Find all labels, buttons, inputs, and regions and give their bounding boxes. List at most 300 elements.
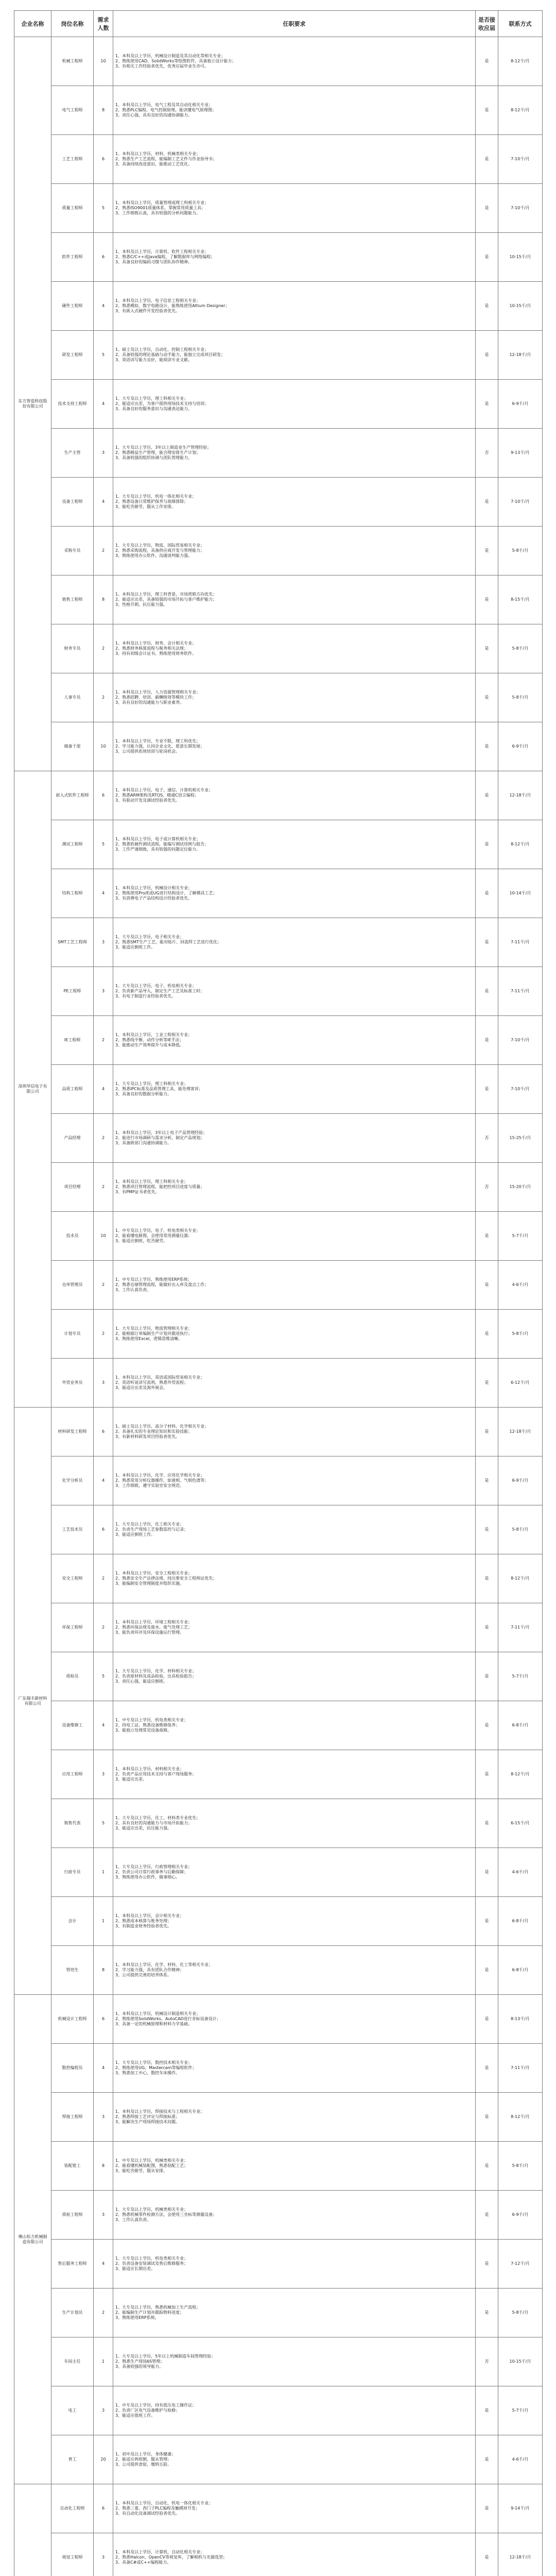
table-row xyxy=(14,2044,543,2093)
position-cell: 工艺技术员 xyxy=(51,1505,94,1554)
requirements-cell: 1、本科及以上学历，理工科背景，市场营销方向优先； 2、能适应出差，具备较强的市场开拓与客户维护能力； 3、性格开朗，抗压能力强。 xyxy=(113,575,476,624)
salary-cell: 6-9千/月 xyxy=(498,722,543,771)
salary-cell: 4-6千/月 xyxy=(498,1261,543,1310)
salary-cell: 5-7千/月 xyxy=(498,2386,543,2435)
salary-cell: 6-8千/月 xyxy=(498,1946,543,1995)
requirements-cell: 1、大专及以上学历，3年以上制造业生产管理经验； 2、熟悉精益生产管理，能合理安排生产计划； 3、具备较强的组织协调与团队管理能力。 xyxy=(113,429,476,478)
position-cell: 车间主任 xyxy=(51,2337,94,2386)
salary-cell: 7-10千/月 xyxy=(498,1016,543,1065)
position-cell: 技术支持工程师 xyxy=(51,380,94,429)
fresh-graduate-cell: 是 xyxy=(476,2435,498,2484)
requirements-cell: 1、硕士及以上学历，自动化、控制工程相关专业； 2、具备较强的理论基础与动手能力，能独立完成项目研发； 3、英语读写能力良好，能阅读专业文献。 xyxy=(113,331,476,380)
fresh-graduate-cell: 是 xyxy=(476,1016,498,1065)
position-cell: 人事专员 xyxy=(51,673,94,722)
requirements-cell: 1、本科及以上学历，机械设计相关专业； 2、熟练使用Pro/E或UG进行结构设计，了解模具工艺； 3、有消费电子产品结构设计经验者优先。 xyxy=(113,869,476,918)
position-cell: 生产计划员 xyxy=(51,2289,94,2337)
fresh-graduate-cell: 是 xyxy=(476,1701,498,1750)
salary-cell: 6-12千/月 xyxy=(498,1359,543,1408)
fresh-graduate-cell: 否 xyxy=(476,1114,498,1163)
table-row xyxy=(14,624,543,673)
fresh-graduate-cell: 是 xyxy=(476,869,498,918)
position-cell: 工艺工程师 xyxy=(51,135,94,184)
count-cell: 5 xyxy=(94,331,113,380)
count-cell: 4 xyxy=(94,478,113,527)
count-cell: 2 xyxy=(94,1310,113,1359)
fresh-graduate-cell: 是 xyxy=(476,331,498,380)
table-row xyxy=(14,2142,543,2191)
header-position: 岗位名称 xyxy=(51,11,94,37)
fresh-graduate-cell: 是 xyxy=(476,918,498,967)
company-name-cell: 佛山恒力机械制造有限公司 xyxy=(14,1995,51,2484)
count-cell: 2 xyxy=(94,1016,113,1065)
position-cell: 销售代表 xyxy=(51,1799,94,1848)
fresh-graduate-cell: 是 xyxy=(476,184,498,233)
salary-cell: 7-12千/月 xyxy=(498,2240,543,2289)
requirements-cell: 1、本科及以上学历，人力资源管理相关专业； 2、熟悉招聘、培训、薪酬绩效等模块工作； 3、具有良好的沟通能力与职业素养。 xyxy=(113,673,476,722)
position-cell: 电气工程师 xyxy=(51,86,94,135)
salary-cell: 8-12千/月 xyxy=(498,1554,543,1603)
salary-cell: 12-18千/月 xyxy=(498,2533,543,2576)
count-cell: 2 xyxy=(94,1603,113,1652)
fresh-graduate-cell: 是 xyxy=(476,1946,498,1995)
count-cell: 5 xyxy=(94,1799,113,1848)
requirements-cell: 1、本科及以上学历，机械设计制造及其自动化等相关专业； 2、熟练使用CAD、SolidWorks等绘图软件，具备独立设计能力； 3、有相关工作经验者优先，优秀应届毕业生亦可。 xyxy=(113,37,476,86)
salary-cell: 8-12千/月 xyxy=(498,37,543,86)
count-cell: 6 xyxy=(94,233,113,282)
position-cell: 焊接工程师 xyxy=(51,2093,94,2142)
header-requirements: 任职要求 xyxy=(113,11,476,37)
table-row xyxy=(14,2289,543,2337)
count-cell: 3 xyxy=(94,1359,113,1408)
requirements-cell: 1、大专及以上学历，化学、材料相关专业； 2、负责原材料及成品检验，出具检验报告； 3、责任心强，能适应倒班。 xyxy=(113,1652,476,1701)
table-row xyxy=(14,1554,543,1603)
job-table xyxy=(14,10,543,2576)
table-row xyxy=(14,820,543,869)
salary-cell: 8-13千/月 xyxy=(498,1995,543,2044)
table-row xyxy=(14,2093,543,2142)
count-cell: 2 xyxy=(94,1554,113,1603)
table-row xyxy=(14,1114,543,1163)
requirements-cell: 1、大专及以上学历，物流、国际贸易相关专业； 2、熟悉采购流程，具备供应商开发与管理能力； 3、熟练使用办公软件，沟通谈判能力强。 xyxy=(113,527,476,575)
salary-cell: 10-14千/月 xyxy=(498,869,543,918)
fresh-graduate-cell: 是 xyxy=(476,1799,498,1848)
table-row xyxy=(14,282,543,331)
fresh-graduate-cell: 是 xyxy=(476,722,498,771)
salary-cell: 9-13千/月 xyxy=(498,429,543,478)
table-row xyxy=(14,2386,543,2435)
position-cell: 行政专员 xyxy=(51,1848,94,1897)
position-cell: 品质工程师 xyxy=(51,1065,94,1114)
count-cell: 10 xyxy=(94,37,113,86)
count-cell: 6 xyxy=(94,1995,113,2044)
fresh-graduate-cell: 是 xyxy=(476,527,498,575)
table-row xyxy=(14,722,543,771)
count-cell: 1 xyxy=(94,1848,113,1897)
position-cell: 机械设计工程师 xyxy=(51,1995,94,2044)
salary-cell: 7-11千/月 xyxy=(498,967,543,1016)
fresh-graduate-cell: 是 xyxy=(476,86,498,135)
requirements-cell: 1、大专及以上学历，机电一体化相关专业； 2、熟悉设备日常维护保养与故障排除； 3、能吃苦耐劳，服从工作安排。 xyxy=(113,478,476,527)
count-cell: 4 xyxy=(94,1065,113,1114)
count-cell: 4 xyxy=(94,869,113,918)
count-cell: 4 xyxy=(94,2044,113,2093)
count-cell: 8 xyxy=(94,1946,113,1995)
position-cell: 储备干部 xyxy=(51,722,94,771)
requirements-cell: 1、本科及以上学历，会计相关专业； 2、熟悉成本核算与账务处理； 3、有制造业财务经验者优先。 xyxy=(113,1897,476,1946)
table-row xyxy=(14,869,543,918)
salary-cell: 12-18千/月 xyxy=(498,771,543,820)
position-cell: 视觉工程师 xyxy=(51,2533,94,2576)
position-cell: 设备维修工 xyxy=(51,1701,94,1750)
fresh-graduate-cell: 是 xyxy=(476,1848,498,1897)
count-cell: 3 xyxy=(94,429,113,478)
count-cell: 3 xyxy=(94,918,113,967)
count-cell: 3 xyxy=(94,2093,113,2142)
table-row xyxy=(14,1750,543,1799)
fresh-graduate-cell: 是 xyxy=(476,1554,498,1603)
table-row xyxy=(14,1359,543,1408)
requirements-cell: 1、大专及以上学历，化工相关专业； 2、负责生产现场工艺参数监控与记录； 3、能适应倒班工作。 xyxy=(113,1505,476,1554)
requirements-cell: 1、本科及以上学历，安全工程相关专业； 2、熟悉安全生产法律法规，持注册安全工程师证优先； 3、能编制安全管理制度并组织实施。 xyxy=(113,1554,476,1603)
company-name-cell: 东方智造科技股份有限公司 xyxy=(14,37,51,771)
position-cell: 项目经理 xyxy=(51,1163,94,1212)
header-fresh-graduates: 是否接收应届 xyxy=(476,11,498,37)
table-row xyxy=(14,2240,543,2289)
requirements-cell: 1、本科及以上学历，专业不限，理工科优先； 2、学习能力强，认同企业文化，愿意长期发展； 3、公司提供系统培训与轮岗机会。 xyxy=(113,722,476,771)
count-cell: 4 xyxy=(94,282,113,331)
requirements-cell: 1、大专及以上学历，机电类相关专业； 2、负责设备安装调试及售后维修服务； 3、能适应长期出差。 xyxy=(113,2240,476,2289)
requirements-cell: 1、本科及以上学历，计算机、自动化相关专业； 2、熟悉Halcon、OpenCV等视觉库，了解相机与光源选型； 3、具备C#或C++编程能力。 xyxy=(113,2533,476,2576)
table-row xyxy=(14,1897,543,1946)
fresh-graduate-cell: 是 xyxy=(476,1750,498,1799)
fresh-graduate-cell: 是 xyxy=(476,2142,498,2191)
fresh-graduate-cell: 是 xyxy=(476,1652,498,1701)
table-row xyxy=(14,1456,543,1505)
fresh-graduate-cell: 否 xyxy=(476,1163,498,1212)
fresh-graduate-cell: 是 xyxy=(476,2044,498,2093)
requirements-cell: 1、本科及以上学历，化学、应用化学相关专业； 2、熟悉常用分析仪器操作，如液相、气相色谱等； 3、工作细致，遵守实验室安全规范。 xyxy=(113,1456,476,1505)
fresh-graduate-cell: 否 xyxy=(476,429,498,478)
fresh-graduate-cell: 是 xyxy=(476,2289,498,2337)
position-cell: 销售工程师 xyxy=(51,575,94,624)
position-cell: 装配钳工 xyxy=(51,2142,94,2191)
table-header-row xyxy=(14,11,543,37)
table-row xyxy=(14,184,543,233)
table-row xyxy=(14,37,543,86)
table-row xyxy=(14,1848,543,1897)
count-cell: 3 xyxy=(94,967,113,1016)
requirements-cell: 1、大专及以上学历，电子相关专业； 2、熟悉SMT生产工艺，能对贴片、回流焊工艺进行优化； 3、能适应倒班工作。 xyxy=(113,918,476,967)
fresh-graduate-cell: 是 xyxy=(476,1505,498,1554)
fresh-graduate-cell: 是 xyxy=(476,575,498,624)
fresh-graduate-cell: 是 xyxy=(476,1408,498,1456)
table-row xyxy=(14,918,543,967)
salary-cell: 9-14千/月 xyxy=(498,2484,543,2533)
count-cell: 5 xyxy=(94,820,113,869)
position-cell: PE工程师 xyxy=(51,967,94,1016)
fresh-graduate-cell: 是 xyxy=(476,2533,498,2576)
position-cell: 售后服务工程师 xyxy=(51,2240,94,2289)
fresh-graduate-cell: 是 xyxy=(476,1456,498,1505)
table-row xyxy=(14,2435,543,2484)
fresh-graduate-cell: 是 xyxy=(476,2386,498,2435)
position-cell: 生产主管 xyxy=(51,429,94,478)
requirements-cell: 1、本科及以上学历，3年以上电子产品管理经验； 2、能进行市场调研与需求分析，制定产品规划； 3、具备跨部门沟通协调能力。 xyxy=(113,1114,476,1163)
salary-cell: 5-8千/月 xyxy=(498,624,543,673)
salary-cell: 6-9千/月 xyxy=(498,380,543,429)
requirements-cell: 1、本科及以上学历，理工科相关专业； 2、熟悉项目管理流程，能把控项目进度与质量； 3、有PMP证书者优先。 xyxy=(113,1163,476,1212)
count-cell: 2 xyxy=(94,1261,113,1310)
salary-cell: 6-9千/月 xyxy=(498,2191,543,2240)
table-row xyxy=(14,1310,543,1359)
requirements-cell: 1、本科及以上学历，英语或国际贸易相关专业； 2、英语听说读写流利，熟悉外贸流程； 3、能适应出差及海外展会。 xyxy=(113,1359,476,1408)
count-cell: 2 xyxy=(94,1114,113,1163)
fresh-graduate-cell: 是 xyxy=(476,1603,498,1652)
salary-cell: 5-8千/月 xyxy=(498,1310,543,1359)
table-row xyxy=(14,1212,543,1261)
count-cell: 4 xyxy=(94,1456,113,1505)
salary-cell: 10-15千/月 xyxy=(498,282,543,331)
position-cell: 软件工程师 xyxy=(51,233,94,282)
count-cell: 10 xyxy=(94,722,113,771)
table-row xyxy=(14,1408,543,1456)
fresh-graduate-cell: 是 xyxy=(476,233,498,282)
position-cell: 普工 xyxy=(51,2435,94,2484)
table-row xyxy=(14,527,543,575)
salary-cell: 5-8千/月 xyxy=(498,527,543,575)
header-contact: 联系方式 xyxy=(498,11,543,37)
table-row xyxy=(14,233,543,282)
position-cell: 安全工程师 xyxy=(51,1554,94,1603)
job-table-sheet xyxy=(14,10,542,2576)
count-cell: 6 xyxy=(94,2484,113,2533)
salary-cell: 7-10千/月 xyxy=(498,478,543,527)
table-row xyxy=(14,1163,543,1212)
position-cell: 财务专员 xyxy=(51,624,94,673)
fresh-graduate-cell: 是 xyxy=(476,673,498,722)
salary-cell: 6-8千/月 xyxy=(498,1701,543,1750)
position-cell: 应用工程师 xyxy=(51,1750,94,1799)
count-cell: 8 xyxy=(94,575,113,624)
count-cell: 2 xyxy=(94,527,113,575)
requirements-cell: 1、大专及以上学历，5年以上机械制造车间管理经验； 2、熟悉生产现场6S管理； 3、具备较强的领导能力。 xyxy=(113,2337,476,2386)
salary-cell: 15-25千/月 xyxy=(498,1114,543,1163)
fresh-graduate-cell: 是 xyxy=(476,1359,498,1408)
requirements-cell: 1、本科及以上学历，电子或计算机相关专业； 2、熟悉软硬件测试流程，能编写测试用例与报告； 3、工作严谨细致，具有较强的问题定位能力。 xyxy=(113,820,476,869)
requirements-cell: 1、本科及以上学历，工业工程相关专业； 2、熟悉线平衡、动作分析等IE手法； 3、能推动生产效率提升与成本降低。 xyxy=(113,1016,476,1065)
table-row xyxy=(14,1652,543,1701)
header-company: 企业名称 xyxy=(14,11,51,37)
salary-cell: 5-7千/月 xyxy=(498,1652,543,1701)
salary-cell: 8-12千/月 xyxy=(498,1750,543,1799)
requirements-cell: 1、中专及以上学历，电子、机电类相关专业； 2、能看懂电路图，会使用常用测量仪器； 3、能适应倒班，吃苦耐劳。 xyxy=(113,1212,476,1261)
count-cell: 20 xyxy=(94,2435,113,2484)
requirements-cell: 1、本科及以上学历，电子、通信、计算机相关专业； 2、熟悉ARM架构及RTOS，精通C语言编程； 3、有驱动开发及调试经验者优先。 xyxy=(113,771,476,820)
requirements-cell: 1、本科及以上学历，化学、材料、化工等相关专业； 2、学习能力强，具有团队合作精神； 3、公司提供完善的培养体系。 xyxy=(113,1946,476,1995)
table-row xyxy=(14,86,543,135)
count-cell: 6 xyxy=(94,1505,113,1554)
salary-cell: 15-20千/月 xyxy=(498,1163,543,1212)
fresh-graduate-cell: 是 xyxy=(476,135,498,184)
table-row xyxy=(14,2484,543,2533)
salary-cell: 5-8千/月 xyxy=(498,673,543,722)
salary-cell: 5-8千/月 xyxy=(498,1505,543,1554)
position-cell: 材料研发工程师 xyxy=(51,1408,94,1456)
table-row xyxy=(14,2337,543,2386)
position-cell: 产品经理 xyxy=(51,1114,94,1163)
table-row xyxy=(14,1946,543,1995)
table-row xyxy=(14,1261,543,1310)
company-name-cell: 广东瑞丰新材料有限公司 xyxy=(14,1408,51,1995)
position-cell: SMT工艺工程师 xyxy=(51,918,94,967)
table-row xyxy=(14,1016,543,1065)
count-cell: 10 xyxy=(94,1212,113,1261)
salary-cell: 6-9千/月 xyxy=(498,1456,543,1505)
salary-cell: 4-6千/月 xyxy=(498,2435,543,2484)
count-cell: 3 xyxy=(94,2533,113,2576)
salary-cell: 4-6千/月 xyxy=(498,1848,543,1897)
salary-cell: 10-15千/月 xyxy=(498,2337,543,2386)
count-cell: 2 xyxy=(94,2289,113,2337)
requirements-cell: 1、本科及以上学历，环境工程相关专业； 2、熟悉环保法规及废水、废气处理工艺； 3、能负责环评及环保设施运行管理。 xyxy=(113,1603,476,1652)
header-count: 需求人数 xyxy=(94,11,113,37)
table-row xyxy=(14,331,543,380)
count-cell: 2 xyxy=(94,624,113,673)
position-cell: 数控编程员 xyxy=(51,2044,94,2093)
position-cell: 环保工程师 xyxy=(51,1603,94,1652)
salary-cell: 6-8千/月 xyxy=(498,1897,543,1946)
salary-cell: 5-8千/月 xyxy=(498,2289,543,2337)
salary-cell: 10-15千/月 xyxy=(498,233,543,282)
count-cell: 4 xyxy=(94,2240,113,2289)
requirements-cell: 1、硕士及以上学历，高分子材料、化学相关专业； 2、具备扎实的专业理论知识和实验技能； 3、有新材料研发项目经验者优先。 xyxy=(113,1408,476,1456)
requirements-cell: 1、本科及以上学历，电气工程及其自动化相关专业； 2、熟悉PLC编程、电气控制原理，能读懂电气原理图； 3、责任心强，具有良好的沟通协调能力。 xyxy=(113,86,476,135)
fresh-graduate-cell: 是 xyxy=(476,1897,498,1946)
table-row xyxy=(14,1701,543,1750)
requirements-cell: 1、大专及以上学历，化工、材料类专业优先； 2、具有良好的沟通能力与市场开拓能力； 3、能适应出差，抗压能力强。 xyxy=(113,1799,476,1848)
salary-cell: 7-10千/月 xyxy=(498,1065,543,1114)
position-cell: 质量工程师 xyxy=(51,184,94,233)
position-cell: 嵌入式软件工程师 xyxy=(51,771,94,820)
table-row xyxy=(14,575,543,624)
count-cell: 5 xyxy=(94,1652,113,1701)
position-cell: 化学分析员 xyxy=(51,1456,94,1505)
fresh-graduate-cell: 是 xyxy=(476,1995,498,2044)
salary-cell: 7-10千/月 xyxy=(498,184,543,233)
requirements-cell: 1、本科及以上学历，电子信息工程相关专业； 2、熟悉模拟、数字电路设计，能熟练使用Altium Designer； 3、有嵌入式硬件开发经验者优先。 xyxy=(113,282,476,331)
position-cell: 测试工程师 xyxy=(51,820,94,869)
requirements-cell: 1、本科及以上学历，质量管理或理工科相关专业； 2、熟悉ISO9001质量体系，掌握常用质量工具； 3、工作细致认真，具有较强的分析问题能力。 xyxy=(113,184,476,233)
requirements-cell: 1、大专及以上学历，数控技术相关专业； 2、熟练使用UG、Mastercam等编程软件； 3、熟悉加工中心、数控车床操作。 xyxy=(113,2044,476,2093)
fresh-graduate-cell: 是 xyxy=(476,380,498,429)
position-cell: 机械工程师 xyxy=(51,37,94,86)
fresh-graduate-cell: 是 xyxy=(476,2240,498,2289)
position-cell: 仓库管理员 xyxy=(51,1261,94,1310)
position-cell: 采购专员 xyxy=(51,527,94,575)
fresh-graduate-cell: 是 xyxy=(476,1065,498,1114)
salary-cell: 7-11千/月 xyxy=(498,1603,543,1652)
table-row xyxy=(14,135,543,184)
salary-cell: 7-11千/月 xyxy=(498,2044,543,2093)
table-row xyxy=(14,1065,543,1114)
salary-cell: 7-11千/月 xyxy=(498,918,543,967)
table-row xyxy=(14,380,543,429)
requirements-cell: 1、大专及以上学历，电子、机电相关专业； 2、负责新产品导入，制定生产工艺及标准工时； 3、有电子制造行业经验者优先。 xyxy=(113,967,476,1016)
salary-cell: 8-12千/月 xyxy=(498,820,543,869)
fresh-graduate-cell: 否 xyxy=(476,2337,498,2386)
requirements-cell: 1、大专及以上学历，理工科相关专业； 2、熟悉IPC标准及品质管理工具，能处理客诉； 3、具备良好的数据分析能力。 xyxy=(113,1065,476,1114)
position-cell: 质检员 xyxy=(51,1652,94,1701)
fresh-graduate-cell: 是 xyxy=(476,624,498,673)
count-cell: 6 xyxy=(94,1408,113,1456)
position-cell: 质检工程师 xyxy=(51,2191,94,2240)
requirements-cell: 1、大专及以上学历，理工科相关专业； 2、能适应出差，为客户提供现场技术支持与培训； 3、具备良好的服务意识与沟通表达能力。 xyxy=(113,380,476,429)
requirements-cell: 1、大专及以上学历，熟悉机械加工生产流程； 2、能编制生产计划并跟踪物料进度； 3、熟练使用ERP系统。 xyxy=(113,2289,476,2337)
fresh-graduate-cell: 是 xyxy=(476,1261,498,1310)
table-row xyxy=(14,673,543,722)
table-row xyxy=(14,1603,543,1652)
table-row xyxy=(14,1995,543,2044)
table-body xyxy=(14,37,543,2576)
requirements-cell: 1、初中及以上学历，身体健康； 2、能适应两班倒，服从管理； 3、公司提供食宿，缴纳五险。 xyxy=(113,2435,476,2484)
table-row xyxy=(14,2533,543,2576)
count-cell: 6 xyxy=(94,771,113,820)
salary-cell: 12-18千/月 xyxy=(498,331,543,380)
position-cell: 计划专员 xyxy=(51,1310,94,1359)
table-row xyxy=(14,2191,543,2240)
requirements-cell: 1、本科及以上学历，机械设计制造相关专业； 2、熟练使用SolidWorks、AutoCAD进行非标设备设计； 3、具备一定的机械原理和材料力学基础。 xyxy=(113,1995,476,2044)
salary-cell: 6-15千/月 xyxy=(498,1799,543,1848)
count-cell: 3 xyxy=(94,2386,113,2435)
requirements-cell: 1、本科及以上学历，财务、会计相关专业； 2、熟悉财务核算流程与税务相关法规； 3、持有初级会计证书，熟练使用财务软件。 xyxy=(113,624,476,673)
fresh-graduate-cell: 是 xyxy=(476,771,498,820)
count-cell: 2 xyxy=(94,673,113,722)
count-cell: 1 xyxy=(94,2337,113,2386)
fresh-graduate-cell: 是 xyxy=(476,37,498,86)
position-cell: 结构工程师 xyxy=(51,869,94,918)
count-cell: 3 xyxy=(94,1750,113,1799)
count-cell: 6 xyxy=(94,135,113,184)
requirements-cell: 1、本科及以上学历，计算机、软件工程相关专业； 2、熟悉C/C++或Java编程，了解数据库与网络编程； 3、具备良好的编码习惯与团队协作精神。 xyxy=(113,233,476,282)
table-row xyxy=(14,771,543,820)
position-cell: IE工程师 xyxy=(51,1016,94,1065)
fresh-graduate-cell: 是 xyxy=(476,2093,498,2142)
salary-cell: 7-10千/月 xyxy=(498,135,543,184)
requirements-cell: 1、中专及以上学历，持有低压电工操作证； 2、负责厂区电气设备维护与检修； 3、能适应值班工作。 xyxy=(113,2386,476,2435)
table-row xyxy=(14,1799,543,1848)
fresh-graduate-cell: 是 xyxy=(476,478,498,527)
requirements-cell: 1、大专及以上学历，行政管理相关专业； 2、负责公司日常行政事务与后勤保障； 3、熟练使用办公软件，做事细心。 xyxy=(113,1848,476,1897)
salary-cell: 5-8千/月 xyxy=(498,2142,543,2191)
fresh-graduate-cell: 是 xyxy=(476,820,498,869)
salary-cell: 8-12千/月 xyxy=(498,2093,543,2142)
salary-cell: 8-15千/月 xyxy=(498,575,543,624)
count-cell: 3 xyxy=(94,2191,113,2240)
table-row xyxy=(14,1505,543,1554)
salary-cell: 12-18千/月 xyxy=(498,1408,543,1456)
requirements-cell: 1、中专及以上学历，机械类相关专业； 2、能看懂机械装配图，熟悉装配工艺； 3、能吃苦耐劳，服从安排。 xyxy=(113,2142,476,2191)
company-name-cell: 深圳华信电子有限公司 xyxy=(14,771,51,1408)
salary-cell: 5-7千/月 xyxy=(498,1212,543,1261)
position-cell: 硬件工程师 xyxy=(51,282,94,331)
position-cell: 技术员 xyxy=(51,1212,94,1261)
table-row xyxy=(14,429,543,478)
company-name-cell xyxy=(14,2484,51,2576)
count-cell: 4 xyxy=(94,380,113,429)
requirements-cell: 1、本科及以上学历，自动化、机电一体化相关专业； 2、熟悉三菱、西门子PLC编程及触摸屏开发； 3、有自动化设备调试经验者优先。 xyxy=(113,2484,476,2533)
fresh-graduate-cell: 是 xyxy=(476,2191,498,2240)
requirements-cell: 1、中专及以上学历，熟练使用ERP系统； 2、熟悉仓储管理流程，能做好出入库及盘点工作； 3、工作认真负责。 xyxy=(113,1261,476,1310)
